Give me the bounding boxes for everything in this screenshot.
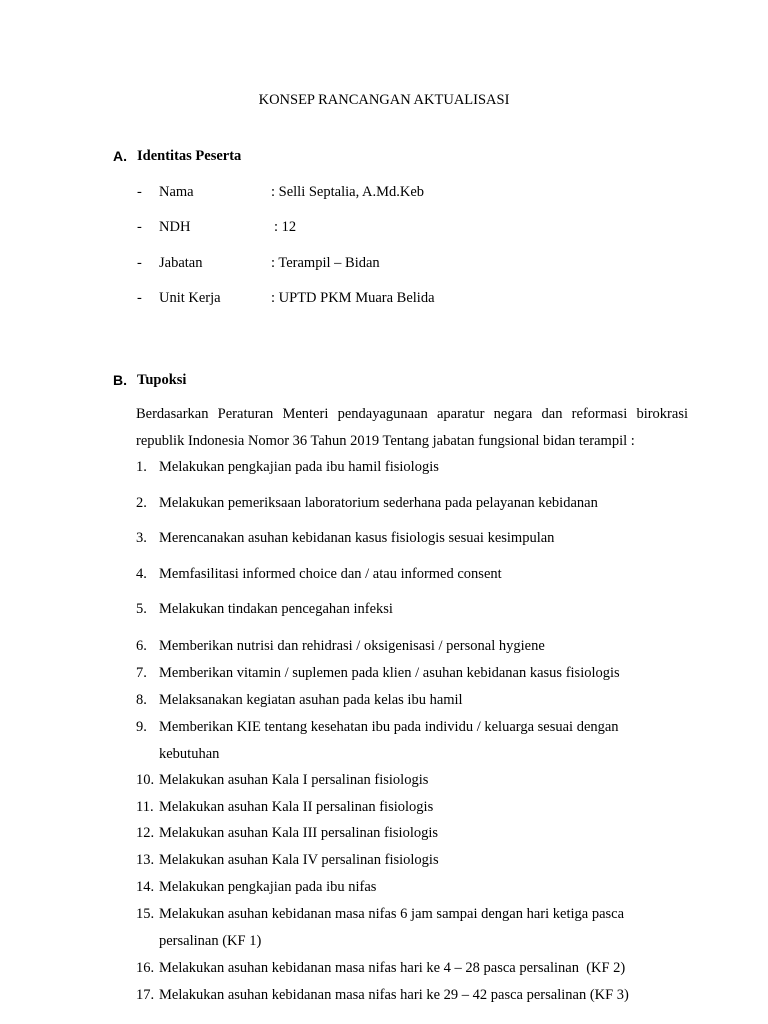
list-number: 10.	[136, 772, 155, 788]
intro-line: republik Indonesia Nomor 36 Tahun 2019 Tentang jabatan fungsional bidan terampil :	[136, 433, 635, 449]
list-item: Melakukan tindakan pencegahan infeksi	[159, 601, 393, 617]
section-b-title: Tupoksi	[137, 372, 187, 388]
list-item: Melakukan asuhan Kala III persalinan fisiologis	[159, 825, 439, 841]
list-item: Melaksanakan kegiatan asuhan pada kelas ibu hamil	[159, 692, 463, 708]
list-item: Melakukan pengkajian pada ibu nifas	[159, 879, 377, 895]
list-number: 13.	[136, 852, 155, 868]
list-item-continuation: persalinan (KF 1)	[159, 933, 262, 949]
section-a-title: Identitas Peserta	[137, 148, 242, 164]
section-a-letter: A.	[113, 148, 127, 164]
identity-bullet: -	[137, 290, 142, 306]
identity-value-jabatan: : Terampil – Bidan	[271, 255, 380, 271]
list-item: Memberikan vitamin / suplemen pada klien / asuhan kebidanan kasus fisiologis	[159, 665, 620, 681]
identity-label-nama: Nama	[159, 184, 194, 200]
identity-value-ndh: : 12	[274, 219, 297, 235]
list-number: 17.	[136, 987, 155, 1003]
list-item: Melakukan asuhan kebidanan masa nifas hari ke 4 – 28 pasca persalinan (KF 2)	[159, 960, 626, 976]
list-item: Melakukan asuhan Kala I persalinan fisiologis	[159, 772, 429, 788]
identity-label-ndh: NDH	[159, 219, 191, 235]
list-item: Memberikan KIE tentang kesehatan ibu pada individu / keluarga sesuai dengan	[159, 719, 619, 735]
section-b-letter: B.	[113, 372, 127, 388]
list-number: 2.	[136, 495, 147, 511]
list-item: Melakukan asuhan kebidanan masa nifas 6 jam sampai dengan hari ketiga pasca	[159, 906, 625, 922]
list-item: Melakukan pemeriksaan laboratorium sederhana pada pelayanan kebidanan	[159, 495, 598, 511]
list-item: Melakukan asuhan Kala II persalinan fisiologis	[159, 799, 434, 815]
list-item: Memfasilitasi informed choice dan / atau informed consent	[159, 566, 502, 582]
page-title: KONSEP RANCANGAN AKTUALISASI	[258, 92, 510, 108]
list-number: 12.	[136, 825, 155, 841]
list-number: 15.	[136, 906, 155, 922]
list-number: 16.	[136, 960, 155, 976]
list-number: 8.	[136, 692, 147, 708]
list-item: Memberikan nutrisi dan rehidrasi / oksigenisasi / personal hygiene	[159, 638, 545, 654]
identity-bullet: -	[137, 184, 142, 200]
list-item-continuation: kebutuhan	[159, 746, 220, 762]
identity-value-unit-kerja: : UPTD PKM Muara Belida	[271, 290, 435, 306]
intro-line: Berdasarkan Peraturan Menteri pendayagunaan aparatur negara dan reformasi birokrasi	[136, 406, 688, 422]
list-number: 4.	[136, 566, 147, 582]
list-number: 6.	[136, 638, 147, 654]
identity-bullet: -	[137, 219, 142, 235]
identity-label-unit-kerja: Unit Kerja	[159, 290, 221, 306]
list-item: Merencanakan asuhan kebidanan kasus fisiologis sesuai kesimpulan	[159, 530, 555, 546]
list-item: Melakukan asuhan kebidanan masa nifas hari ke 29 – 42 pasca persalinan (KF 3)	[159, 987, 629, 1003]
list-number: 14.	[136, 879, 155, 895]
list-item: Melakukan pengkajian pada ibu hamil fisiologis	[159, 459, 439, 475]
list-number: 7.	[136, 665, 147, 681]
identity-value-nama: : Selli Septalia, A.Md.Keb	[271, 184, 425, 200]
list-number: 9.	[136, 719, 147, 735]
intro-paragraph	[136, 401, 688, 455]
list-number: 1.	[136, 459, 147, 475]
list-item: Melakukan asuhan Kala IV persalinan fisiologis	[159, 852, 439, 868]
list-number: 11.	[136, 799, 154, 815]
list-number: 3.	[136, 530, 147, 546]
identity-label-jabatan: Jabatan	[159, 255, 203, 271]
list-number: 5.	[136, 601, 147, 617]
identity-bullet: -	[137, 255, 142, 271]
